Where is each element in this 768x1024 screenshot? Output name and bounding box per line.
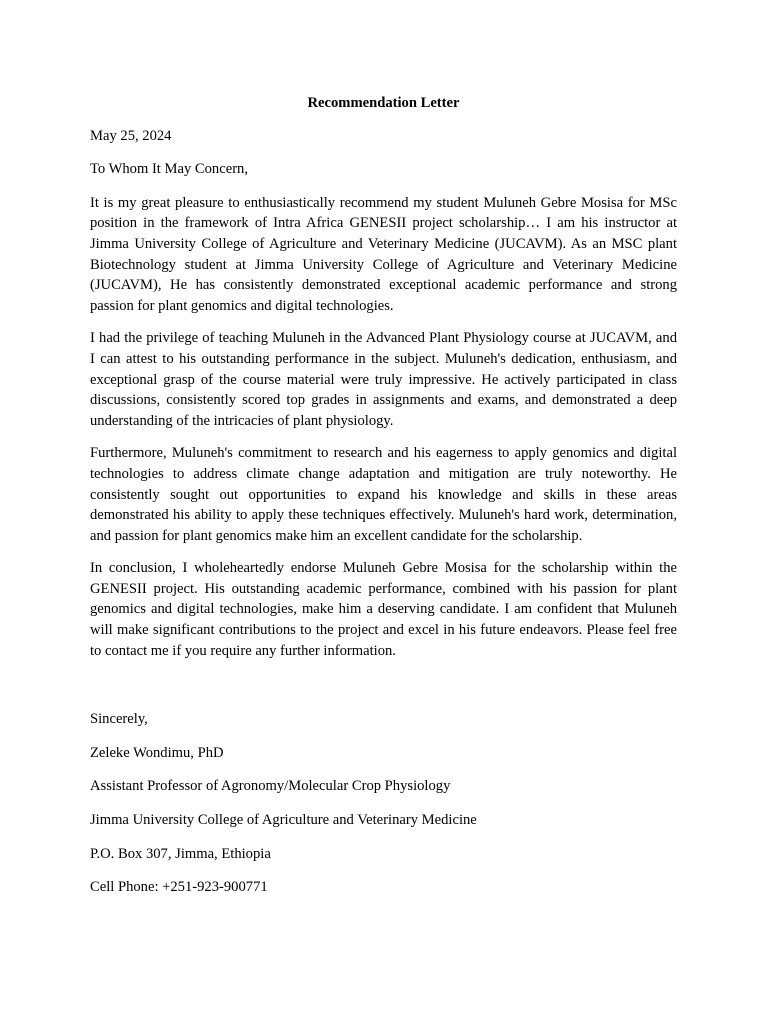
letter-salutation: To Whom It May Concern, — [90, 161, 248, 178]
letter-closing: Sincerely, — [90, 711, 148, 728]
body-paragraph-4: In conclusion, I wholeheartedly endorse Muluneh Gebre Mosisa for the scholarship within the GENESII project. His outstanding academic performance, combined with his passion for plant genomics and digital technologies, make him a deserving candidate. I am confident that Muluneh will make significant contributions to the project and excel in his future endeavors. Please feel free to contact me if you require any further information. — [90, 560, 677, 659]
closing-spacer — [90, 673, 677, 709]
signatory-position: Assistant Professor of Agronomy/Molecular Crop Physiology — [90, 778, 451, 795]
letter-date: May 25, 2024 — [90, 127, 172, 144]
body-paragraph-2: I had the privilege of teaching Muluneh in the Advanced Plant Physiology course at JUCAVM, and I can attest to his outstanding performance in the subject. Muluneh's dedication, enthusiasm, and exceptional grasp of the course material were truly impressive. He actively participated in class discussions, consistently scored top grades in assignments and exams, and demonstrated a deep understanding of the intricacies of plant physiology. — [90, 330, 677, 429]
body-paragraph-3: Furthermore, Muluneh's commitment to research and his eagerness to apply genomics and digital technologies to address climate change adaptation and mitigation are truly noteworthy. He consistently sought out opportunities to expand his knowledge and skills in these areas demonstrated his ability to apply these techniques effectively. Muluneh's hard work, determination, and passion for plant genomics make him an excellent candidate for the scholarship. — [90, 445, 677, 544]
signatory-address: P.O. Box 307, Jimma, Ethiopia — [90, 845, 271, 862]
body-paragraph-1: It is my great pleasure to enthusiastically recommend my student Muluneh Gebre Mosisa for MSc position in the framework of Intra Africa GENESII project scholarship… I am his instructor at Jimma University College of Agriculture and Veterinary Medicine (JUCAVM). As an MSC plant Biotechnology student at Jimma University College of Agriculture and Veterinary Medicine (JUCAVM), He has consistently demonstrated exceptional academic performance and strong passion for plant genomics and digital technologies. — [90, 194, 677, 314]
signatory-phone: Cell Phone: +251-923-900771 — [90, 879, 268, 896]
letter-title: Recommendation Letter — [307, 95, 460, 111]
signatory-name: Zeleke Wondimu, PhD — [90, 744, 224, 761]
letter-page — [90, 93, 677, 911]
signatory-institution: Jimma University College of Agriculture and Veterinary Medicine — [90, 812, 477, 829]
